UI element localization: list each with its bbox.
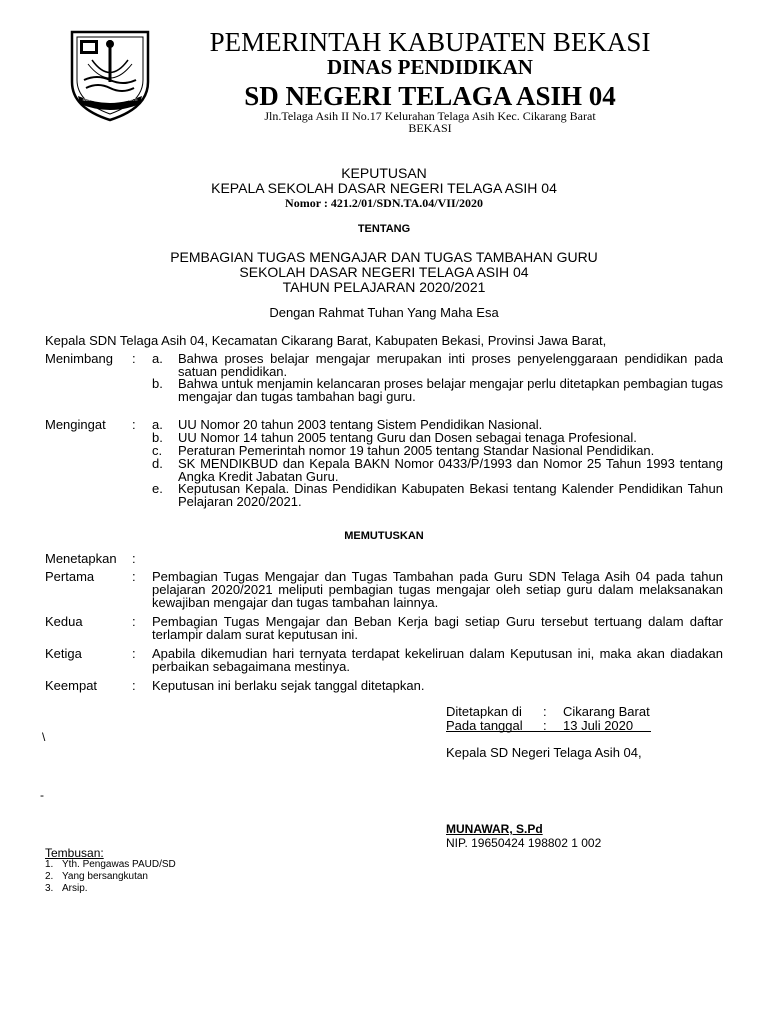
subject-line-2: SEKOLAH DASAR NEGERI TELAGA ASIH 04 bbox=[239, 264, 529, 280]
government-name: PEMERINTAH KABUPATEN BEKASI bbox=[209, 27, 651, 57]
mengingat-letter: b. bbox=[152, 430, 163, 445]
mengingat-item: UU Nomor 14 tahun 2005 tentang Guru dan Dosen sebagai tenaga Profesional. bbox=[178, 430, 637, 445]
decision-text: Apabila dikemudian hari ternyata terdapat kekeliruan dalam Keputusan ini, maka akan diadakan perbaikan sebagaimana mestinya. bbox=[152, 646, 723, 674]
subject-line-3: TAHUN PELAJARAN 2020/2021 bbox=[282, 279, 486, 295]
mengingat-label: Mengingat bbox=[45, 417, 106, 432]
menimbang-colon: : bbox=[132, 351, 136, 366]
decision-colon: : bbox=[132, 678, 136, 693]
signatory-nip: NIP. 19650424 198802 1 002 bbox=[446, 836, 602, 850]
signatory-name: MUNAWAR, S.Pd bbox=[446, 822, 543, 836]
mengingat-item: Keputusan Kepala. Dinas Pendidikan Kabupaten Bekasi tentang Kalender Pendidikan Tahun Pelajaran 2020/2021. bbox=[178, 481, 723, 509]
stray-dash: - bbox=[40, 788, 44, 802]
decision-colon: : bbox=[132, 646, 136, 661]
department-name: DINAS PENDIDIKAN bbox=[327, 55, 533, 79]
menimbang-item: Bahwa proses belajar mengajar merupakan inti proses penyelenggaraan pendidikan pada satuan pendidikan. bbox=[178, 351, 723, 379]
menimbang-letter: a. bbox=[152, 351, 163, 366]
mengingat-letter: c. bbox=[152, 443, 163, 458]
place-label: Ditetapkan di bbox=[446, 704, 522, 719]
tembusan-item: Yth. Pengawas PAUD/SD bbox=[62, 859, 176, 870]
address-line-1: Jln.Telaga Asih II No.17 Kelurahan Telaga Asih Kec. Cikarang Barat bbox=[264, 109, 596, 123]
mengingat-item: UU Nomor 20 tahun 2003 tentang Sistem Pendidikan Nasional. bbox=[178, 417, 543, 432]
subject-line-1: PEMBAGIAN TUGAS MENGAJAR DAN TUGAS TAMBAHAN GURU bbox=[170, 249, 598, 265]
mengingat-item: Peraturan Pemerintah nomor 19 tahun 2005 tentang Standar Nasional Pendidikan. bbox=[178, 443, 655, 458]
menimbang-label: Menimbang bbox=[45, 351, 113, 366]
decision-label: Ketiga bbox=[45, 646, 82, 661]
decision-text: Keputusan ini berlaku sejak tanggal ditetapkan. bbox=[152, 678, 425, 693]
opening-phrase: Dengan Rahmat Tuhan Yang Maha Esa bbox=[269, 305, 499, 320]
mengingat-letter: a. bbox=[152, 417, 163, 432]
decision-label: Menetapkan bbox=[45, 551, 117, 566]
stray-backslash: \ bbox=[42, 730, 46, 744]
place-value: Cikarang Barat bbox=[563, 704, 650, 719]
school-name: SD NEGERI TELAGA ASIH 04 bbox=[244, 81, 616, 111]
date-value: 13 Juli 2020 bbox=[563, 718, 634, 733]
decision-label: Kedua bbox=[45, 614, 83, 629]
signatory-role: Kepala SD Negeri Telaga Asih 04, bbox=[446, 745, 642, 760]
decree-title: KEPUTUSAN bbox=[341, 165, 427, 181]
tembusan-item: Yang bersangkutan bbox=[62, 871, 148, 882]
logo-motto: SWATANTRA WIBAWA MUKTI bbox=[82, 97, 138, 102]
decision-label: Pertama bbox=[45, 569, 95, 584]
mengingat-letter: e. bbox=[152, 481, 163, 496]
mengingat-colon: : bbox=[132, 417, 136, 432]
decision-colon: : bbox=[132, 614, 136, 629]
decree-number: Nomor : 421.2/01/SDN.TA.04/VII/2020 bbox=[285, 196, 483, 210]
menimbang-letter: b. bbox=[152, 376, 163, 391]
date-underline bbox=[446, 731, 651, 732]
mengingat-item: SK MENDIKBUD dan Kepala BAKN Nomor 0433/P/1993 dan Nomor 25 Tahun 1993 tentang Angka Kredit Jabatan Guru. bbox=[178, 456, 723, 484]
decree-issuer: KEPALA SEKOLAH DASAR NEGERI TELAGA ASIH 04 bbox=[211, 180, 557, 196]
date-label: Pada tanggal bbox=[446, 718, 523, 733]
date-colon: : bbox=[543, 718, 547, 733]
decision-text: Pembagian Tugas Mengajar dan Tugas Tambahan pada Guru SDN Telaga Asih 04 pada tahun pelajaran 2020/2021 meliputi pembagian tugas mengajar oleh setiap guru dalam melaksanakan kewajiban mengajar dan tugas tambahan lainnya. bbox=[152, 569, 723, 610]
decision-colon: : bbox=[132, 569, 136, 584]
memutuskan-heading: MEMUTUSKAN bbox=[344, 530, 424, 542]
decision-text: Pembagian Tugas Mengajar dan Beban Kerja bagi setiap Guru tersebut tertuang dalam daftar terlampir dalam surat keputusan ini. bbox=[152, 614, 723, 642]
tembusan-number: 1. bbox=[45, 859, 54, 870]
tembusan-title: Tembusan: bbox=[45, 846, 104, 860]
decision-colon: : bbox=[132, 551, 136, 566]
address-line-2: BEKASI bbox=[408, 121, 452, 135]
tembusan-number: 2. bbox=[45, 871, 54, 882]
regency-logo bbox=[70, 30, 150, 122]
tembusan-number: 3. bbox=[45, 883, 54, 894]
menimbang-item: Bahwa untuk menjamin kelancaran proses belajar mengajar perlu ditetapkan pembagian tugas mengajar dan tugas tambahan bagi guru. bbox=[178, 376, 723, 404]
decision-label: Keempat bbox=[45, 678, 98, 693]
mengingat-letter: d. bbox=[152, 456, 163, 471]
intro-paragraph: Kepala SDN Telaga Asih 04, Kecamatan Cikarang Barat, Kabupaten Bekasi, Provinsi Jawa Barat, bbox=[45, 333, 607, 348]
place-colon: : bbox=[543, 704, 547, 719]
tembusan-item: Arsip. bbox=[62, 883, 88, 894]
tentang-heading: TENTANG bbox=[357, 223, 411, 235]
